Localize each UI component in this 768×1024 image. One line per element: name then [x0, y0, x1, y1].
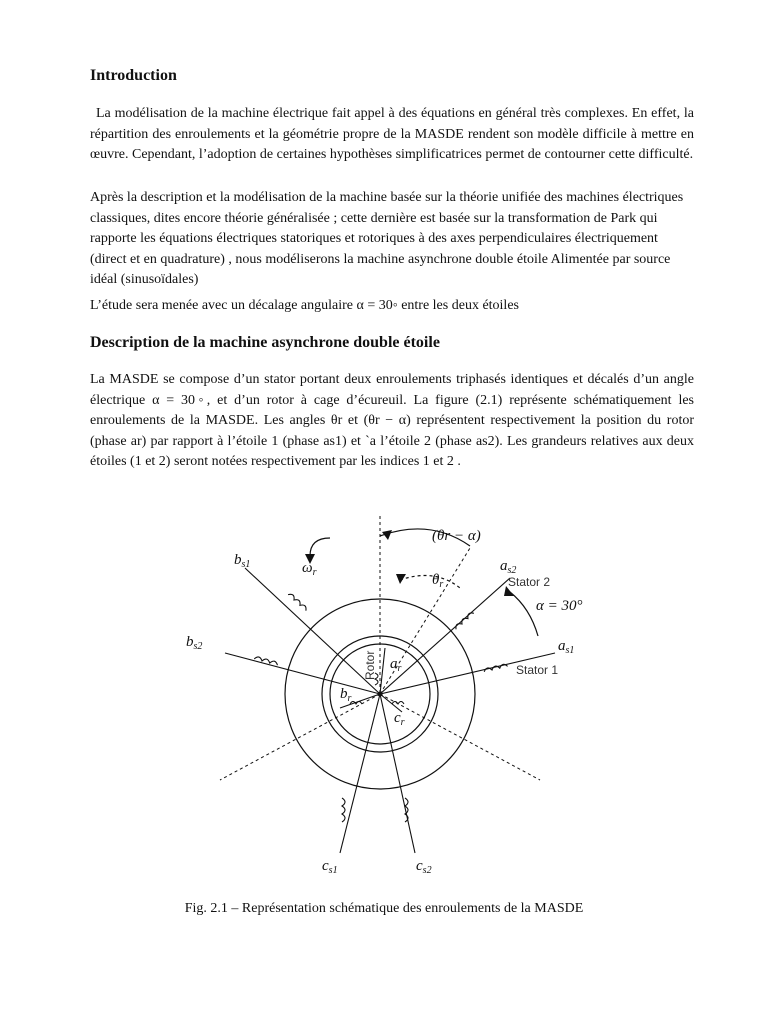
coil-as1 — [484, 663, 508, 671]
axis-as2 — [380, 578, 510, 694]
axis-bs1 — [245, 568, 380, 694]
arrow-heads — [305, 530, 517, 596]
description-heading: Description de la machine asynchrone double étoile — [90, 334, 440, 351]
axis-cs1 — [340, 694, 380, 853]
rotor-center-dot — [378, 692, 383, 697]
label-cs1: $c_{s1}$ — [322, 858, 338, 876]
label-bs2: $b_{s2}$ — [186, 634, 203, 652]
label-theta-minus-alpha: (θr − α) — [432, 528, 481, 544]
label-theta-r: $\theta_r$ — [432, 572, 444, 590]
label-cr: $c_r$ — [394, 710, 405, 728]
angle-arrows — [310, 529, 538, 636]
coil-bs1 — [288, 592, 308, 610]
label-rotor: Rotor — [363, 650, 377, 680]
label-as2: $a_{s2}$ — [500, 558, 517, 576]
label-as1: $a_{s1}$ — [558, 638, 575, 656]
label-alpha: α = 30° — [536, 598, 583, 614]
description-paragraph: La MASDE se compose d’un stator portant deux enroulements triphasés identiques et décalés d’un angle électrique α = 30◦, et d’un rotor à cage d’écureuil. La figure (2.1) représente schématiquement les enroulements de la MASDE. Les angles θr et (θr − α) représentent respectivement la position du rotor (phase ar) par rapport à l’étoile 1 (phase as1) et `a l’étoile 2 (phase as2). Les grandeurs relatives aux deux étoiles (1 et 2) seront notées respectivement par les indices 1 et 2 . — [90, 372, 694, 469]
winding-axes — [225, 568, 555, 853]
intro-paragraph-1: La modélisation de la machine électrique fait appel à des équations en général très complexes. En effet, la répartition des enroulements et la géométrie propre de la MASDE rendent son modèle difficile à mettre en œuvre. Cependant, l’adoption de certaines hypothèses simplificatrices permet de contourner cette difficulté. — [90, 106, 694, 162]
coil-cs1 — [342, 798, 345, 822]
figure-caption: Fig. 2.1 – Représentation schématique des enroulements de la MASDE — [184, 901, 584, 916]
label-omega-r: $\omega_r$ — [302, 560, 317, 578]
label-ar: $a_r$ — [390, 656, 402, 674]
label-bs1: $b_{s1}$ — [234, 552, 251, 570]
label-stator-1: Stator 1 — [516, 663, 559, 677]
masde-winding-figure — [170, 508, 590, 888]
alpha-arc — [510, 592, 538, 636]
theta-arc — [400, 576, 460, 589]
intro-paragraph-2: Après la description et la modélisation de la machine basée sur la théorie unifiée des machines électriques classiques, dites encore théorie généralisée ; cette dernière est basée sur la transformation de Park qui rapporte les équations électriques statoriques et rotoriques à des axes perpendiculaires électriquement (direct et en quadrature) , nous modéliserons la machine asynchrone double étoile Alimentée par source idéal (sinusoïdales) — [90, 190, 684, 287]
omega-arrow — [310, 538, 330, 556]
label-stator-2: Stator 2 — [508, 575, 551, 589]
masde-winding-diagram — [170, 508, 590, 888]
stator-coils — [254, 592, 507, 822]
coil-as2 — [454, 611, 474, 629]
intro-heading: Introduction — [90, 67, 177, 84]
axis-bs2 — [225, 650, 380, 694]
label-br: $b_r$ — [340, 686, 352, 704]
intro-paragraph-3: L’étude sera menée avec un décalage angulaire α = 30◦ entre les deux étoiles — [90, 298, 519, 313]
label-cs2: $c_{s2}$ — [416, 858, 432, 876]
reference-axes — [220, 516, 540, 780]
